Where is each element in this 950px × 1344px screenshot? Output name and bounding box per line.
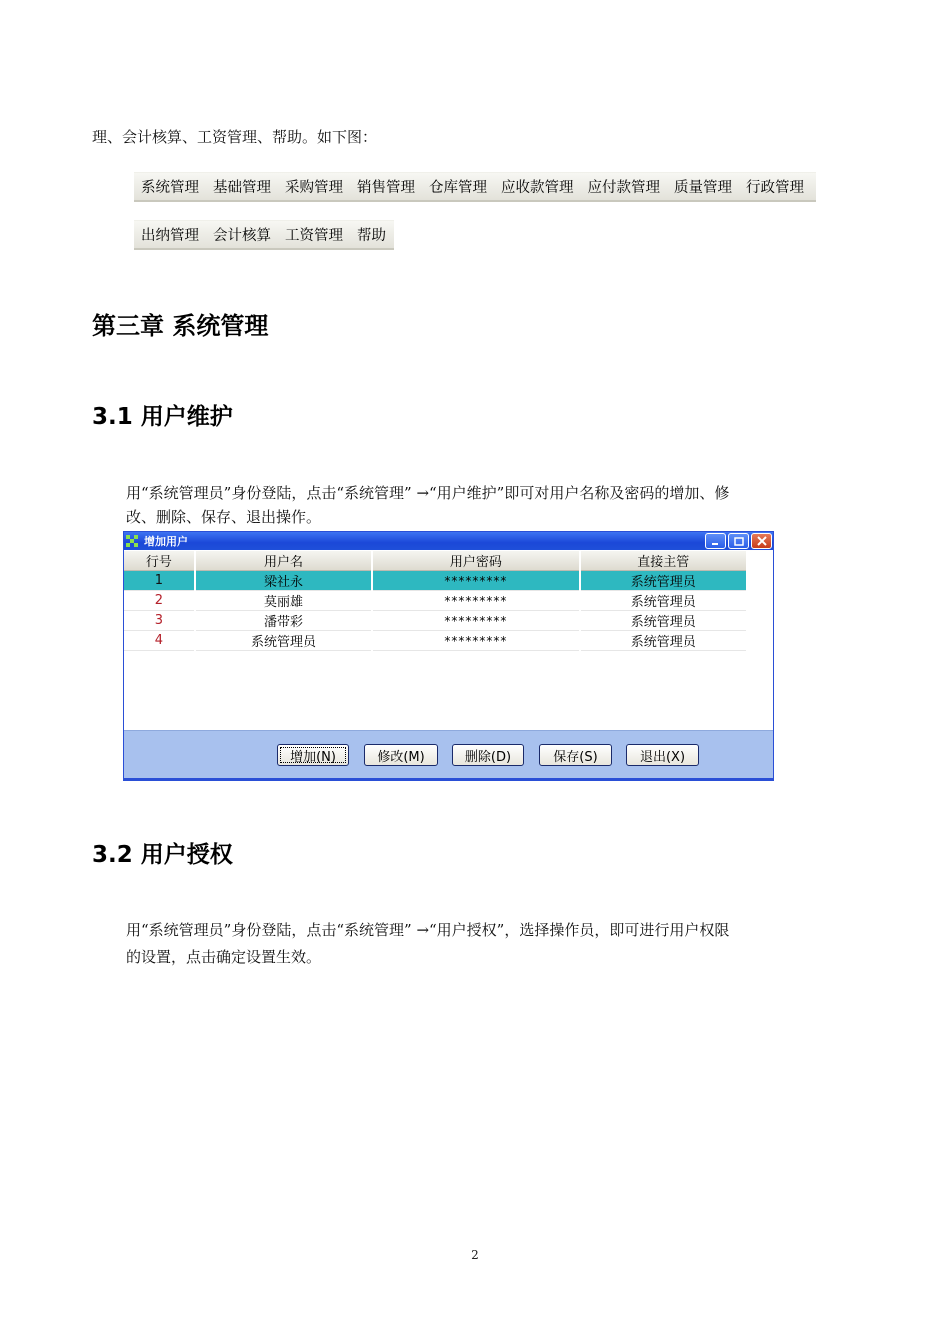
section-3-1-paragraph: [126, 480, 886, 531]
dialog-button-bar: [124, 730, 773, 781]
row-number: 3: [124, 611, 195, 631]
row-number: 1: [124, 571, 195, 591]
column-header-password[interactable]: 用户密码: [372, 551, 579, 571]
column-header-row-no[interactable]: 行号: [124, 551, 195, 571]
menu-item-cashier[interactable]: 出纳管理: [141, 228, 199, 244]
menu-item-payroll[interactable]: 工资管理: [285, 228, 343, 244]
menubar-row-1: [134, 172, 816, 202]
row-number: 2: [124, 591, 195, 611]
row-number: 4: [124, 631, 195, 651]
password-cell[interactable]: *********: [372, 571, 579, 591]
menu-item-help[interactable]: 帮助: [357, 228, 386, 244]
dialog-title: 增加用户: [144, 535, 188, 548]
app-icon: [126, 535, 140, 547]
menu-item-quality[interactable]: 质量管理: [674, 180, 732, 196]
menu-item-sales[interactable]: 销售管理: [357, 180, 415, 196]
user-grid: [124, 551, 748, 651]
username-cell[interactable]: 莫丽雄: [195, 591, 372, 611]
username-cell[interactable]: 潘带彩: [195, 611, 372, 631]
intro-text: 理、会计核算、工资管理、帮助。如下图：: [92, 128, 378, 146]
chapter-title: 第三章 系统管理: [92, 312, 269, 340]
save-button[interactable]: 保存(S): [539, 744, 612, 766]
table-row[interactable]: [124, 631, 747, 651]
edit-button[interactable]: 修改(M): [364, 744, 438, 766]
column-header-supervisor[interactable]: 直接主管: [580, 551, 747, 571]
menubar-row-2: [134, 220, 394, 250]
column-header-username[interactable]: 用户名: [195, 551, 372, 571]
grid-header-row: [124, 551, 747, 571]
menu-item-system[interactable]: 系统管理: [141, 180, 199, 196]
minimize-icon[interactable]: [705, 533, 726, 549]
paragraph-line: 的设置，点击确定设置生效。: [126, 948, 322, 966]
supervisor-cell[interactable]: 系统管理员: [580, 631, 747, 651]
paragraph-line: 改、删除、保存、退出操作。: [126, 508, 322, 526]
maximize-icon[interactable]: [728, 533, 749, 549]
password-cell[interactable]: *********: [372, 611, 579, 631]
section-title-3-2: 3.2 用户授权: [92, 842, 233, 868]
dialog-titlebar: [124, 532, 773, 550]
username-cell[interactable]: 梁社永: [195, 571, 372, 591]
menu-item-payables[interactable]: 应付款管理: [587, 180, 660, 196]
section-title-3-1: 3.1 用户维护: [92, 404, 233, 430]
password-cell[interactable]: *********: [372, 631, 579, 651]
table-row[interactable]: [124, 611, 747, 631]
supervisor-cell[interactable]: 系统管理员: [580, 611, 747, 631]
paragraph-line: 用“系统管理员”身份登陆，点击“系统管理” →“用户维护”即可对用户名称及密码的增加、修: [126, 484, 730, 502]
section-3-2-paragraph: [126, 917, 886, 971]
supervisor-cell[interactable]: 系统管理员: [580, 591, 747, 611]
delete-button[interactable]: 删除(D): [452, 744, 524, 766]
add-button[interactable]: 增加(N): [277, 744, 349, 766]
close-icon[interactable]: [751, 533, 772, 549]
username-cell[interactable]: 系统管理员: [195, 631, 372, 651]
menu-item-purchase[interactable]: 采购管理: [285, 180, 343, 196]
menu-item-receivables[interactable]: 应收款管理: [501, 180, 574, 196]
menu-item-warehouse[interactable]: 仓库管理: [429, 180, 487, 196]
password-cell[interactable]: *********: [372, 591, 579, 611]
table-row[interactable]: [124, 591, 747, 611]
exit-button[interactable]: 退出(X): [626, 744, 699, 766]
menu-item-admin[interactable]: 行政管理: [746, 180, 804, 196]
menu-item-basic[interactable]: 基础管理: [213, 180, 271, 196]
paragraph-line: 用“系统管理员”身份登陆，点击“系统管理” →“用户授权”，选择操作员，即可进行用户权限: [126, 921, 730, 939]
add-user-dialog: [123, 531, 774, 781]
table-row[interactable]: [124, 571, 747, 591]
supervisor-cell[interactable]: 系统管理员: [580, 571, 747, 591]
page-number: 2: [471, 1248, 479, 1262]
menu-item-accounting[interactable]: 会计核算: [213, 228, 271, 244]
